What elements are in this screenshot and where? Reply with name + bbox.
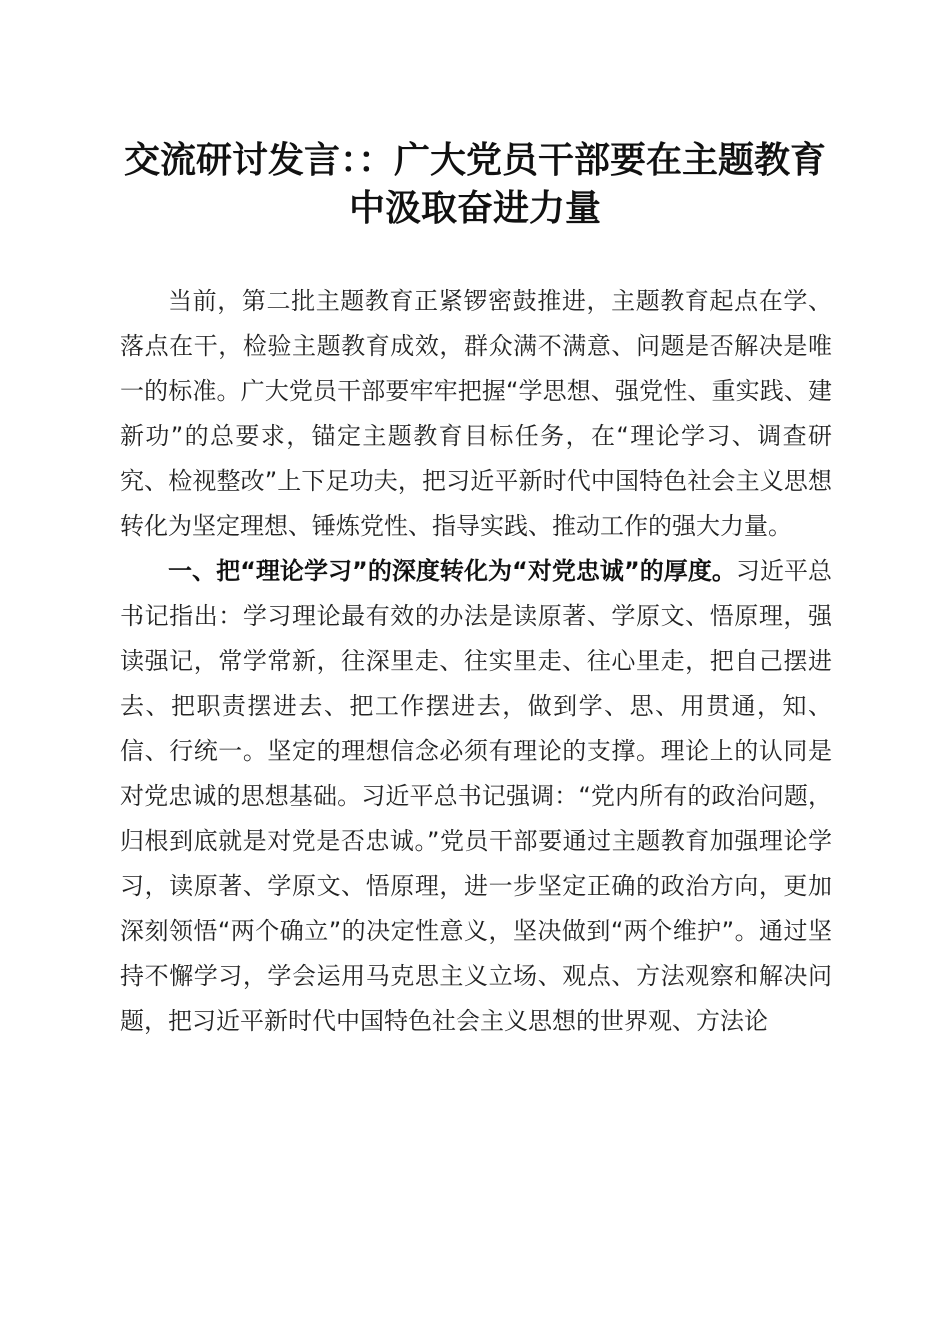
title-line-1: 交流研讨发言：：广大党员干部要在主题教育 [123,139,826,181]
section-1-heading: 一、把“理论学习”的深度转化为“对党忠诚”的厚度。 [168,557,736,585]
document-body [120,279,832,1044]
document-title [100,136,850,232]
intro-paragraph: 当前，第二批主题教育正紧锣密鼓推进，主题教育起点在学、落点在干，检验主题教育成效，群众满不满意、问题是否解决是唯一的标准。广大党员干部要牢牢把握“学思想、强党性、重实践、建新功”的总要求，锚定主题教育目标任务，在“理论学习、调查研究、检视整改”上下足功夫，把习近平新时代中国特色社会主义思想转化为坚定理想、锤炼党性、指导实践、推动工作的强大力量。 [120,287,832,540]
title-line-2: 中汲取奋进力量 [348,187,601,229]
section-1-text: 习近平总书记指出：学习理论最有效的办法是读原著、学原文、悟原理，强读强记，常学常新，往深里走、往实里走、往心里走，把自己摆进去、把职责摆进去、把工作摆进去，做到学、思、用贯通，知、信、行统一。坚定的理想信念必须有理论的支撑。理论上的认同是对党忠诚的思想基础。习近平总书记强调：“党内所有的政治问题，归根到底就是对党是否忠诚。”党员干部要通过主题教育加强理论学习，读原著、学原文、悟原理，进一步坚定正确的政治方向，更加深刻领悟“两个确立”的决定性意义，坚决做到“两个维护”。通过坚持不懈学习，学会运用马克思主义立场、观点、方法观察和解决问题，把习近平新时代中国特色社会主义思想的世界观、方法论 [120,557,833,1035]
section-1-paragraph [120,549,832,1044]
